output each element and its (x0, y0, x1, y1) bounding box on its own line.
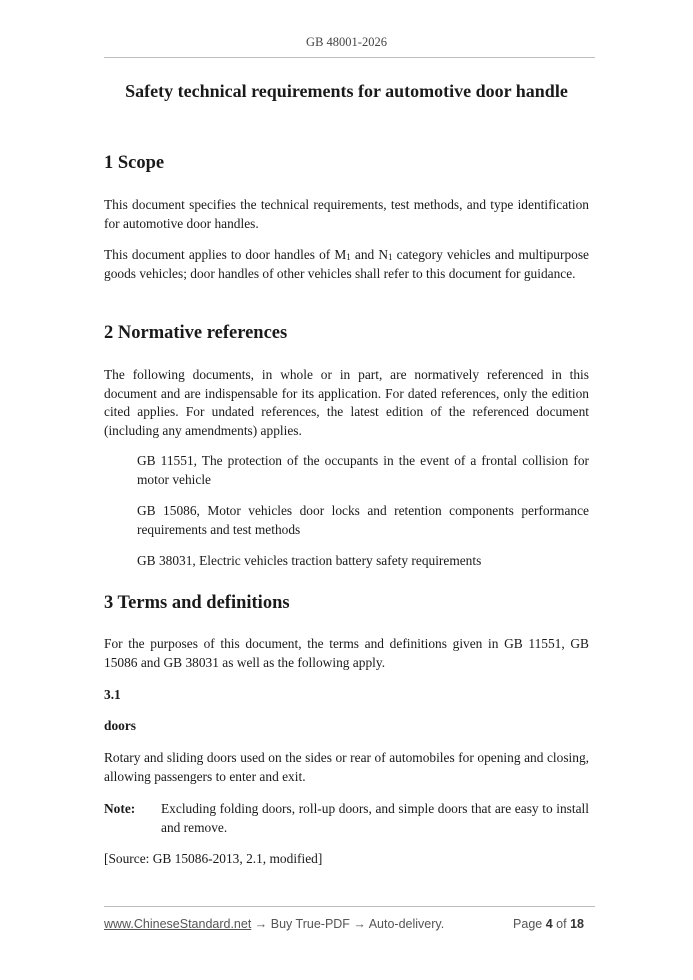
note-label: Note: (104, 801, 136, 816)
footer-divider (104, 906, 595, 907)
footer-promo (104, 917, 444, 931)
scope-paragraph-2: This document applies to door handles of $M_1$ and $N_1$ category vehicles and multipurpose goods vehicles; door handles of other vehicles shall refer to this document for guidance. (104, 247, 589, 281)
section-1-heading: 1 Scope (104, 153, 165, 173)
total-pages: 18 (570, 917, 584, 931)
reference-item: GB 15086, Motor vehicles door locks and retention components performance requirements and test methods (137, 503, 589, 537)
term-definition: Rotary and sliding doors used on the sides or rear of automobiles for opening and closing, allowing passengers to enter and exit. (104, 750, 589, 784)
page-number: Page 4 of 18 (513, 917, 584, 931)
footer-tagline: → Buy True-PDF → Auto-delivery. (251, 917, 445, 931)
term-number: 3.1 (104, 687, 121, 702)
terms-intro-paragraph: For the purposes of this document, the terms and definitions given in GB 11551, GB 15086 and GB 38031 as well as the following apply. (104, 636, 589, 670)
reference-item: GB 11551, The protection of the occupants in the event of a frontal collision for motor vehicle (137, 453, 589, 487)
section-3-heading: 3 Terms and definitions (104, 593, 290, 613)
note-text: Excluding folding doors, roll-up doors, and simple doors that are easy to install and remove. (161, 801, 589, 835)
normative-intro-paragraph: The following documents, in whole or in part, are normatively referenced in this document and are indispensable for its application. For dated references, only the edition cited applies. For undated references, the latest edition of the referenced document (including any amendments) applies. (104, 367, 589, 438)
term-source: [Source: GB 15086-2013, 2.1, modified] (104, 851, 323, 866)
document-title: Safety technical requirements for automotive door handle (125, 81, 568, 101)
reference-item: GB 38031, Electric vehicles traction battery safety requirements (137, 553, 482, 568)
current-page: 4 (545, 917, 553, 931)
term-name: doors (104, 718, 136, 733)
header-standard-code: GB 48001-2026 (306, 35, 387, 49)
header-divider (104, 57, 595, 58)
section-2-heading: 2 Normative references (104, 323, 288, 343)
scope-paragraph-1: This document specifies the technical requirements, test methods, and type identification for automotive door handles. (104, 197, 589, 231)
site-link[interactable]: www.ChineseStandard.net (104, 917, 252, 931)
